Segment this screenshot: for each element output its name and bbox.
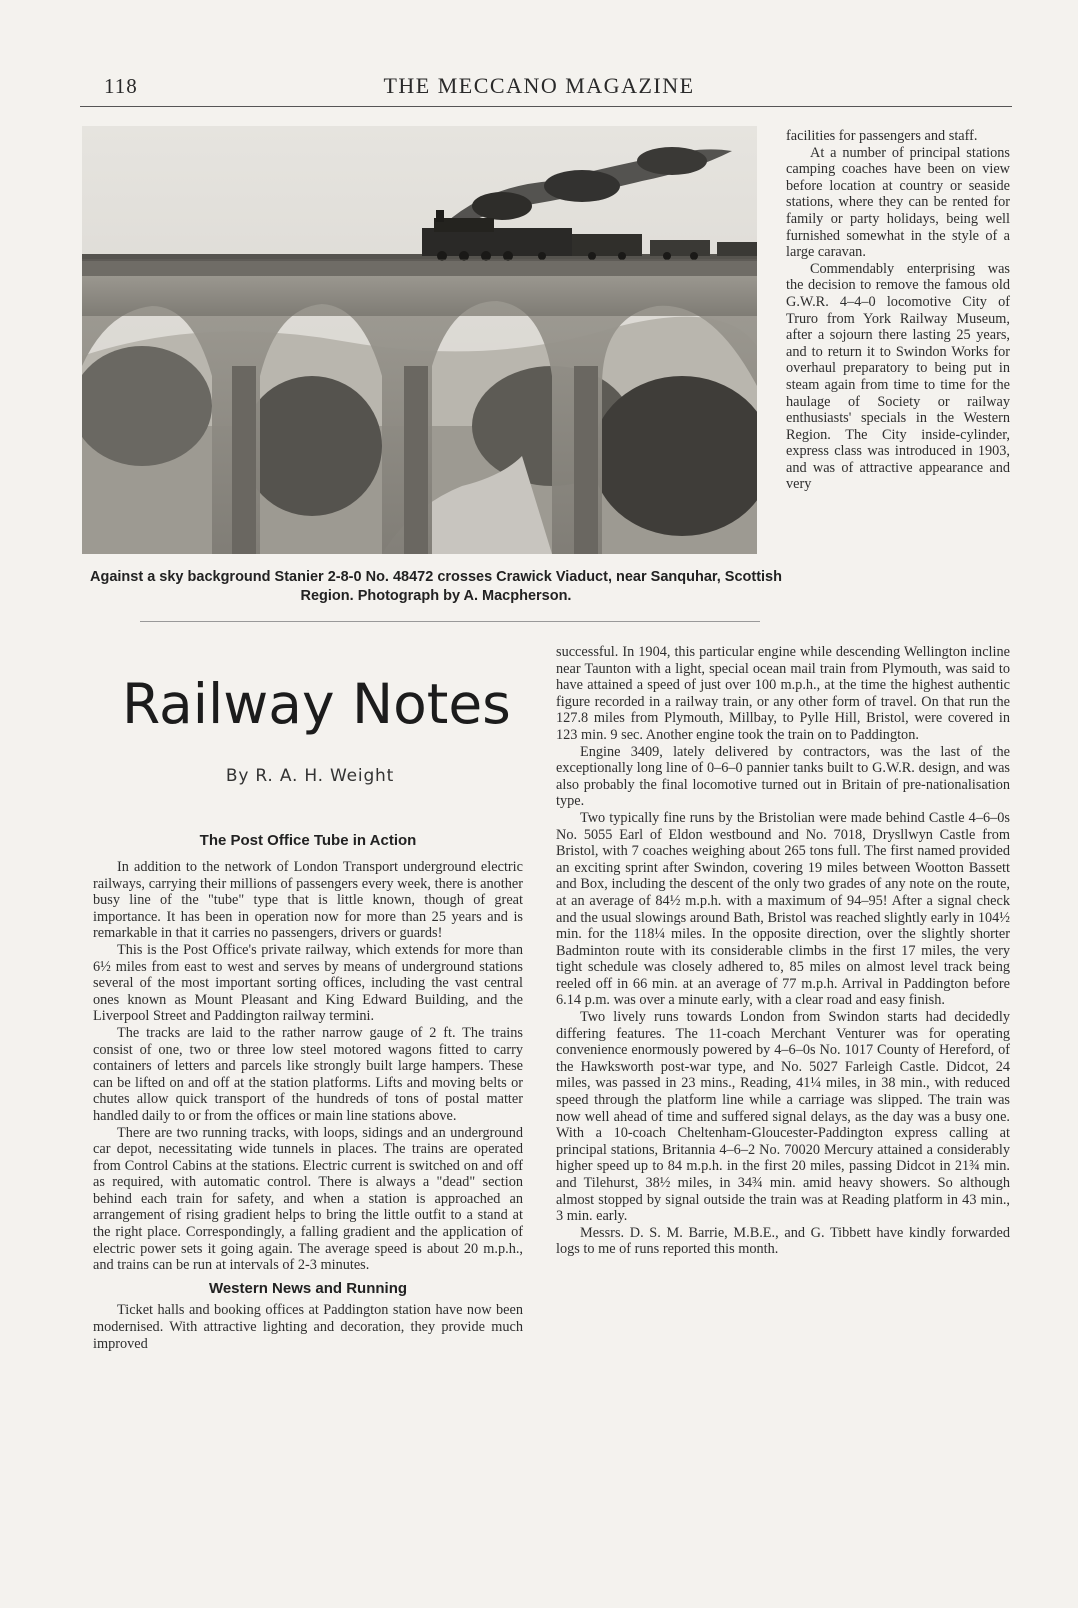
right-column-top bbox=[786, 128, 1010, 493]
paragraph: There are two running tracks, with loops, sidings and an underground car depot, necessitating wide tunnels in places. The trains are operated from Control Cabins at the stations. Electric current is switched on and off as required, with automatic control. There is always a "dead" section behind each train for safety, and when a station is approached an arrangement of rising gradient helps to bring the little outfit to a stand at the right place. Correspondingly, a falling gradient and the application of electric power sets it going again. The average speed is about 20 m.p.h., and trains can be run at intervals of 2-3 minutes. bbox=[93, 1124, 523, 1274]
paragraph: successful. In 1904, this particular engine while descending Wellington incline near Taunton with a light, special ocean mail train from Plymouth, was said to have attained a speed of just over 100 m.p.h., at the time the highest authentic figure recorded in a railway train, or any other form of travel. On that run the 127.8 miles from Plymouth, Millbay, to Pylle Hill, Bristol, were covered in 123 min. 9 sec. Another engine took the train on to Paddington. bbox=[556, 644, 1010, 743]
paragraph: The tracks are laid to the rather narrow gauge of 2 ft. The trains consist of one, two or three low steel motored wagons fitted to carry containers of letters and parcels like strongly built large hampers. These can be lifted on and off at the station platforms. Lifts and moving belts or chutes allow quick transport of the hundreds of tons of postal matter handled daily to or from the offices or main line stations above. bbox=[93, 1024, 523, 1124]
left-column bbox=[93, 859, 523, 1352]
header-rule bbox=[80, 106, 1012, 107]
paragraph: Ticket halls and booking offices at Paddington station have now been modernised. With attractive lighting and decoration, they provide much improved bbox=[93, 1302, 523, 1352]
paragraph: In addition to the network of London Transport underground electric railways, carrying their millions of passengers every week, there is another busy line of the "tube" type that is little known, though of great importance. It has been in operation now for more than 25 years and is remarkable in that it carries no passengers, drivers or guards! bbox=[93, 859, 523, 942]
paragraph: Two lively runs towards London from Swindon starts had decidedly differing features. The 11-coach Merchant Venturer was for operating convenience enormously powered by 4–6–0s No. 1017 County of Hereford, of the Hawksworth post-war type, and No. 5027 Farleigh Castle. Didcot, 24 miles, was passed in 23 mins., Reading, 41¼ miles, in 38 min., with reduced speed through the platform line while a carriage was slipped. The train was now well ahead of time and suffered signal delays, as the day was a busy one. With a 10-coach Cheltenham-Gloucester-Paddington express calling at principal stations, Britannia 4–6–2 No. 70020 Mercury attained a considerably higher speed up to 84 m.p.h. in the first 20 miles, passing Didcot in 21¾ min. and Tilehurst, 38½ miles, in 34¾ min. amid heavy showers. So although almost stopped by signal outside the train was at Reading platform in 43 min., 3 min. early. bbox=[556, 1009, 1010, 1225]
article-title: Railway Notes bbox=[122, 672, 511, 736]
article-byline: By R. A. H. Weight bbox=[225, 766, 395, 786]
caption-rule bbox=[140, 621, 760, 622]
section-heading-western: Western News and Running bbox=[208, 1279, 408, 1297]
paragraph: Engine 3409, lately delivered by contractors, was the last of the exceptionally long line of 0–6–0 pannier tanks built to G.W.R. design, and was also probably the final locomotive turned out in Britain of pre-nationalisation type. bbox=[556, 743, 1010, 810]
magazine-title: THE MECCANO MAGAZINE bbox=[383, 73, 695, 98]
right-column-bottom bbox=[556, 644, 1010, 1258]
page-number: 118 bbox=[104, 74, 138, 98]
paragraph: At a number of principal stations camping coaches have been on view before location at country or seaside stations, where they can be rented for family or party holidays, being well furnished somewhat in the style of a large caravan. bbox=[786, 144, 1010, 261]
viaduct-illustration bbox=[82, 126, 757, 554]
paragraph: facilities for passengers and staff. bbox=[786, 128, 978, 144]
paragraph: Two typically fine runs by the Bristolian were made behind Castle 4–6–0s No. 5055 Earl of Eldon westbound and No. 7018, Drysllwyn Castle from Bristol, with 7 coaches weighing about 265 tons full. The first named provided an exciting sprint after Swindon, covering 19 miles between Wootton Bassett and Box, including the descent of the only two grades of any note on the route, at an average of 84½ m.p.h. with a maximum of 94–95! After a signal check and the usual slowings around Bath, Bristol was reached slightly early in 104½ min. for the 118¼ miles. In the opposite direction, over the slightly shorter Badminton route with its considerable climbs in the first 17 miles, the very tight schedule was closely adhered to, 85 miles on almost level track being reeled off in 66 min. at an average of 77 m.p.h. Arrival in Paddington before 6.14 p.m. was over a minute early, with a clear road and easy finish. bbox=[556, 809, 1010, 1009]
viaduct-photo bbox=[82, 126, 757, 554]
paragraph: This is the Post Office's private railway, which extends for more than 6½ miles from east to west and serves by means of underground stations several of the most important sorting offices, including the vast central ones known as Mount Pleasant and King Edward Building, and the Liverpool Street and Paddington railway termini. bbox=[93, 941, 523, 1025]
paragraph: Commendably enterprising was the decision to remove the famous old G.W.R. 4–4–0 locomotive City of Truro from York Railway Museum, after a sojourn there lasting 25 years, and to return it to Swindon Works for overhaul preparatory to being put in steam again from time to time for the haulage of Society or railway enthusiasts' specials in the Western Region. The City inside-cylinder, express class was introduced in 1903, and was of attractive appearance and very bbox=[786, 260, 1010, 493]
section-heading-post-office: The Post Office Tube in Action bbox=[199, 832, 417, 849]
paragraph: Messrs. D. S. M. Barrie, M.B.E., and G. Tibbett have kindly forwarded logs to me of runs reported this month. bbox=[556, 1224, 1010, 1258]
photo-caption: Against a sky background Stanier 2-8-0 No. 48472 crosses Crawick Viaduct, near Sanquhar, Scottish Region. Photograph by A. Macpherson. bbox=[90, 569, 782, 604]
